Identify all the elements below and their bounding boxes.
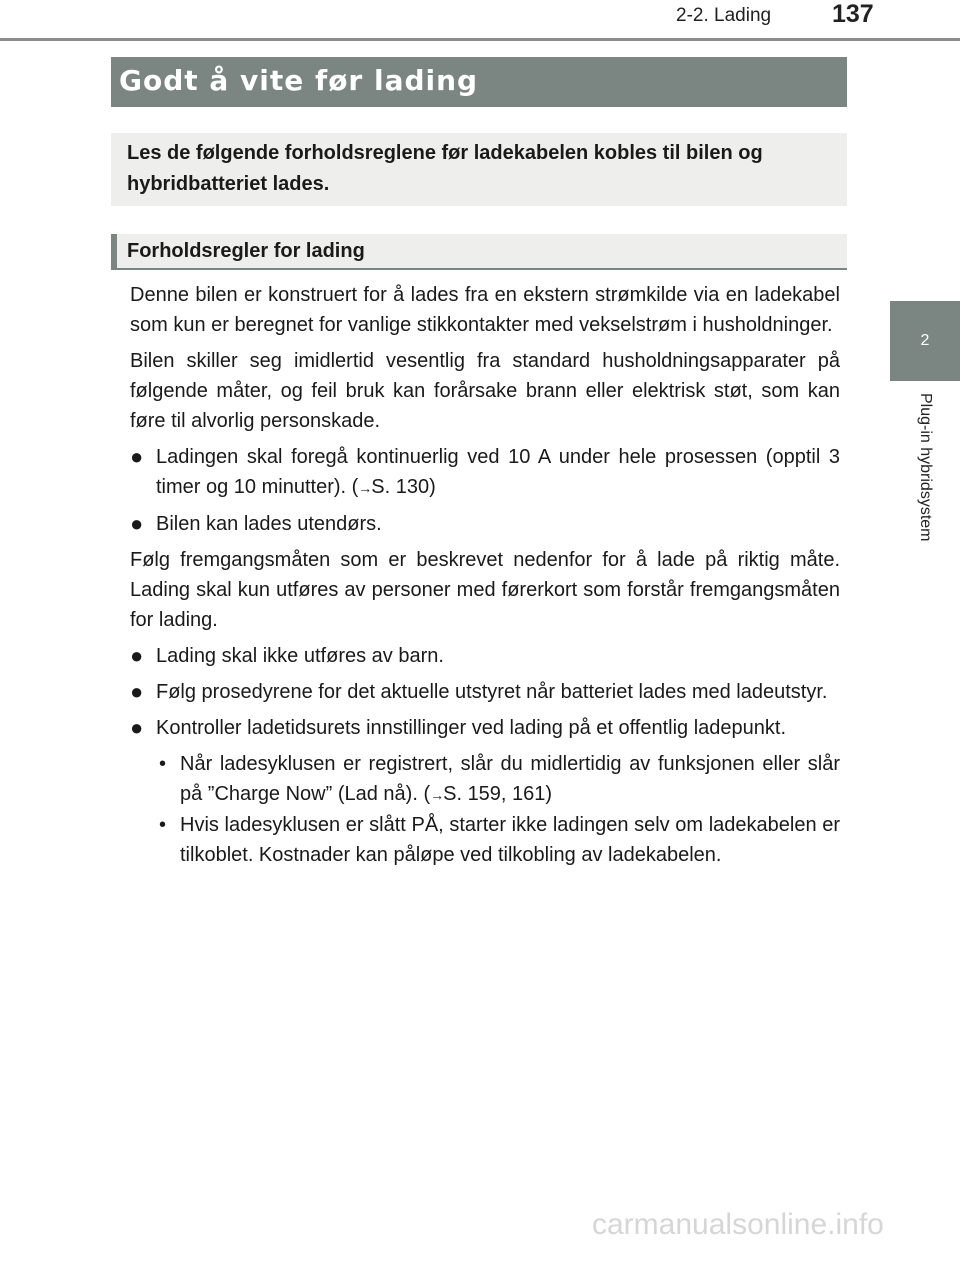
sub-list (130, 749, 840, 870)
bullet-item (130, 442, 840, 503)
sub-list-text (180, 749, 840, 810)
sub-list-text: Hvis ladesyklusen er slått PÅ, starter ikke ladingen selv om ladekabelen er tilkoblet. Kostnader kan påløpe ved tilkobling av ladekabelen. (180, 814, 840, 866)
page-reference-link[interactable]: S. 159, 161) (443, 783, 553, 805)
bullet-text: Bilen kan lades utendørs. (156, 513, 382, 535)
bullet-text (156, 442, 840, 503)
bullet-dot-icon: ● (130, 643, 144, 668)
sub-list-text-part: Når ladesyklusen er registrert, slår du midlertidig av funksjonen eller slår på ”Charge Now” (Lad nå). ( (180, 753, 840, 805)
bullet-dot-icon: ● (130, 715, 144, 740)
small-bullet-icon: • (158, 753, 166, 775)
bullet-text: Kontroller ladetidsurets innstillinger ved lading på et offentlig ladepunkt. (156, 717, 787, 739)
bullet-dot-icon: ● (130, 511, 144, 536)
paragraph: Bilen skiller seg imidlertid vesentlig fra standard husholdningsapparater på følgende måter, og feil bruk kan forårsake brann eller elektrisk støt, som kan føre til alvorlig personskade. (130, 350, 840, 432)
chapter-tab-label (890, 381, 960, 581)
chapter-tab-number: 2 (890, 301, 960, 381)
sub-list-item (130, 810, 840, 870)
bullet-item (130, 641, 840, 671)
bullet-item (130, 509, 840, 539)
arrow-right-icon: → (358, 480, 372, 496)
paragraph: Følg fremgangsmåten som er beskrevet nedenfor for å lade på riktig måte. Lading skal kun utføres av personer med førerkort som forstår fremgangsmåten for lading. (130, 549, 840, 631)
paragraph: Denne bilen er konstruert for å lades fra en ekstern strømkilde via en ladekabel som kun er beregnet for vanlige stikkontakter med vekselstrøm i husholdninger. (130, 284, 840, 336)
page-number: 137 (832, 0, 874, 28)
intro-box: Les de følgende forholdsreglene før ladekabelen kobles til bilen og hybridbatteriet lades. (111, 133, 847, 206)
arrow-right-icon: → (430, 787, 444, 803)
body-text (130, 280, 840, 870)
chapter-tab-label-text: Plug-in hybridsystem (917, 393, 934, 542)
bullet-item (130, 677, 840, 707)
bullet-item (130, 713, 840, 743)
sub-heading: Forholdsregler for lading (111, 234, 847, 270)
page-reference-link[interactable]: S. 130) (371, 476, 436, 498)
section-title: Godt å vite før lading (111, 57, 847, 107)
bullet-dot-icon: ● (130, 679, 144, 704)
small-bullet-icon: • (158, 814, 166, 836)
watermark: carmanualsonline.info (592, 1208, 884, 1241)
running-header-section: 2-2. Lading (676, 5, 772, 26)
bullet-text: Lading skal ikke utføres av barn. (156, 645, 444, 667)
sub-list-item (130, 749, 840, 810)
bullet-text-part: Ladingen skal foregå kontinuerlig ved 10 A under hele prosessen (opptil 3 timer og 10 minutter). ( (156, 446, 840, 498)
bullet-text: Følg prosedyrene for det aktuelle utstyret når batteriet lades med ladeutstyr. (156, 681, 828, 703)
header-divider (0, 38, 960, 41)
bullet-dot-icon: ● (130, 444, 144, 469)
